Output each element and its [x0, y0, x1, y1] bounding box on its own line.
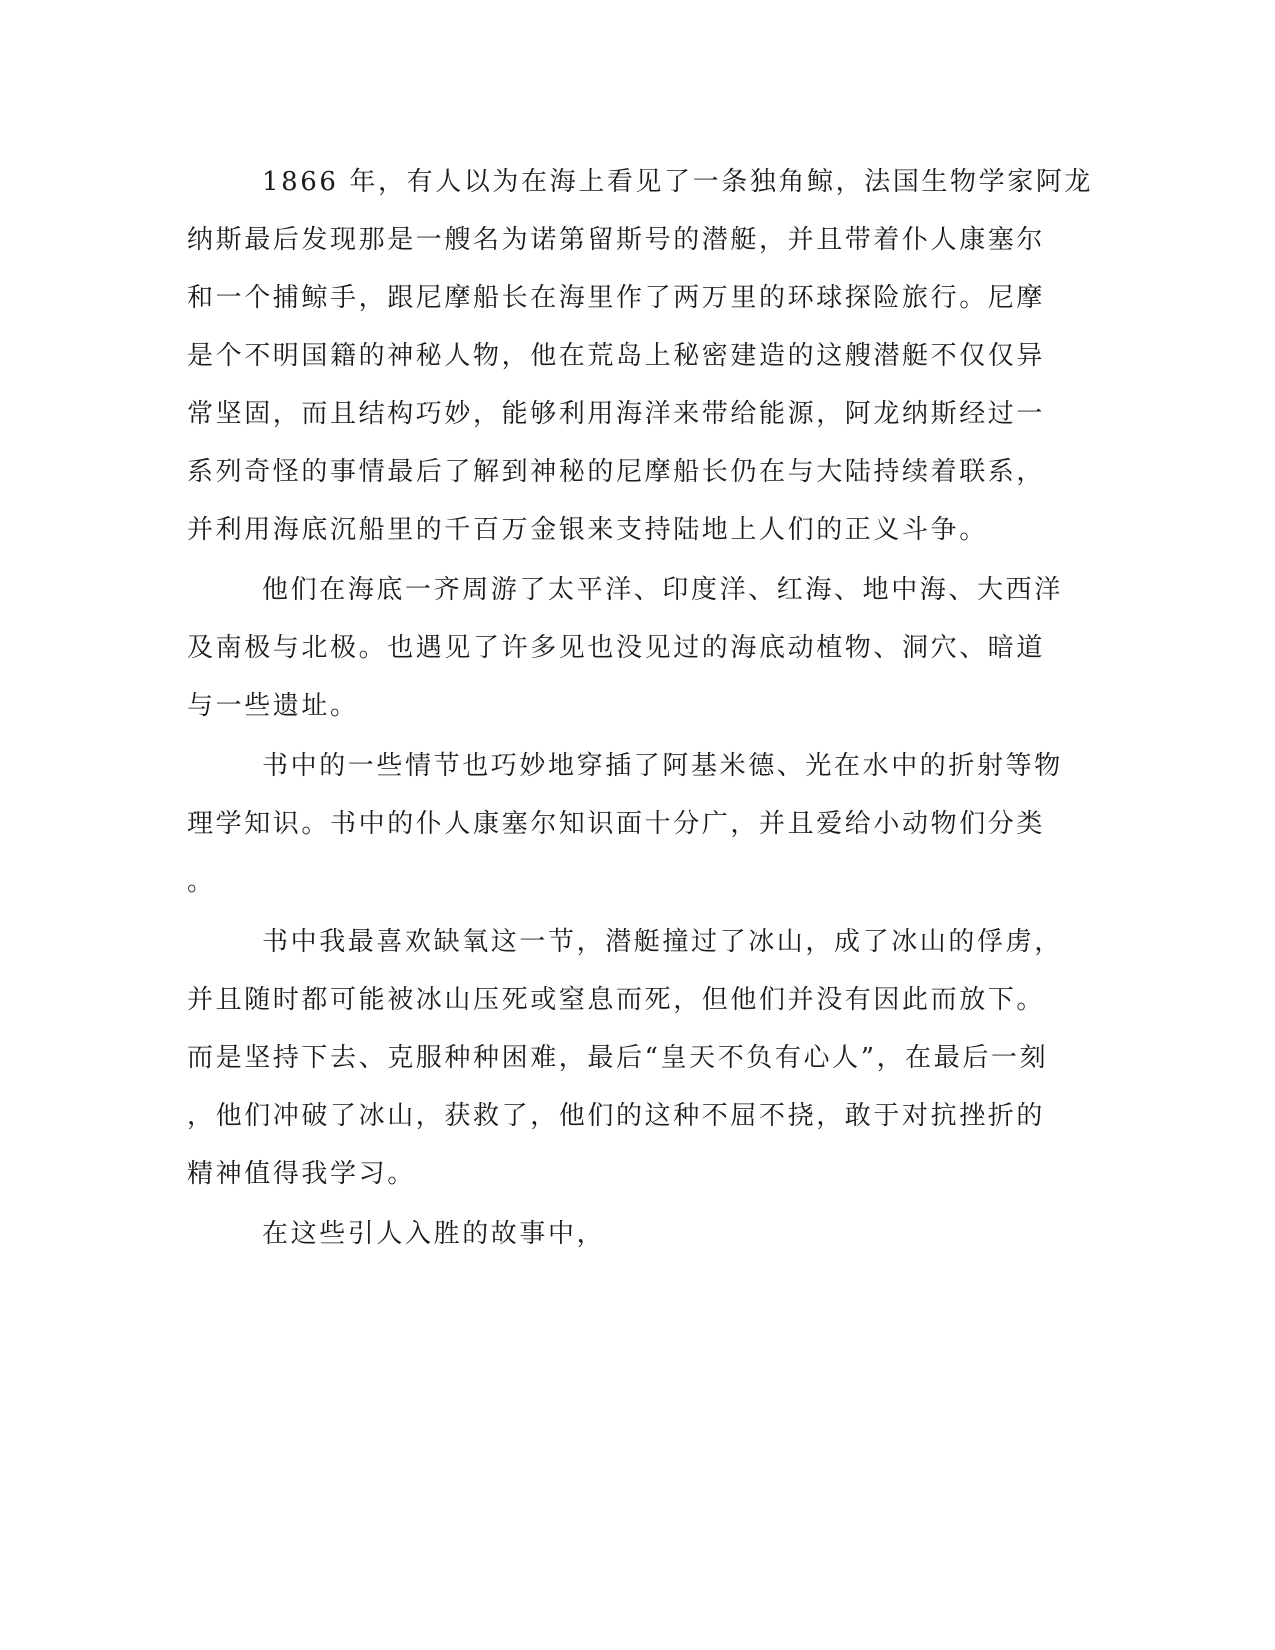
paragraph-1-line-6: 系列奇怪的事情最后了解到神秘的尼摩船长仍在与大陆持续着联系， — [187, 457, 1046, 487]
paragraph-1-line-7: 并利用海底沉船里的千百万金银来支持陆地上人们的正义斗争。 — [187, 515, 988, 545]
paragraph-4-line-2: 并且随时都可能被冰山压死或窒息而死，但他们并没有因此而放下。 — [187, 985, 1046, 1015]
paragraph-4-line-3: 而是坚持下去、克服种种困难，最后“皇天不负有心人”，在最后一刻 — [187, 1043, 1049, 1073]
paragraph-1-line-1: 1866 年，有人以为在海上看见了一条独角鲸，法国生物学家阿龙 — [262, 167, 1094, 197]
paragraph-1-line-4: 是个不明国籍的神秘人物，他在荒岛上秘密建造的这艘潜艇不仅仅异 — [187, 341, 1046, 371]
paragraph-1-line-5: 常坚固，而且结构巧妙，能够利用海洋来带给能源，阿龙纳斯经过一 — [187, 399, 1046, 429]
paragraph-2-line-1: 他们在海底一齐周游了太平洋、印度洋、红海、地中海、大西洋 — [262, 575, 1063, 605]
paragraph-1-line-3: 和一个捕鲸手，跟尼摩船长在海里作了两万里的环球探险旅行。尼摩 — [187, 283, 1046, 313]
paragraph-3-line-2: 理学知识。书中的仆人康塞尔知识面十分广，并且爱给小动物们分类 — [187, 809, 1046, 839]
paragraph-2-line-3: 与一些遗址。 — [187, 691, 359, 721]
paragraph-3-line-3: 。 — [187, 867, 216, 897]
paragraph-2-line-2: 及南极与北极。也遇见了许多见也没见过的海底动植物、洞穴、暗道 — [187, 633, 1046, 663]
paragraph-4-line-4: ，他们冲破了冰山，获救了，他们的这种不屈不挠，敢于对抗挫折的 — [187, 1101, 1046, 1131]
paragraph-5-line-1: 在这些引人入胜的故事中， — [262, 1219, 606, 1249]
paragraph-3-line-1: 书中的一些情节也巧妙地穿插了阿基米德、光在水中的折射等物 — [262, 751, 1063, 781]
paragraph-1-line-2: 纳斯最后发现那是一艘名为诺第留斯号的潜艇，并且带着仆人康塞尔 — [187, 225, 1046, 255]
paragraph-4-line-5: 精神值得我学习。 — [187, 1159, 416, 1189]
paragraph-4-line-1: 书中我最喜欢缺氧这一节，潜艇撞过了冰山，成了冰山的俘虏， — [262, 927, 1063, 957]
